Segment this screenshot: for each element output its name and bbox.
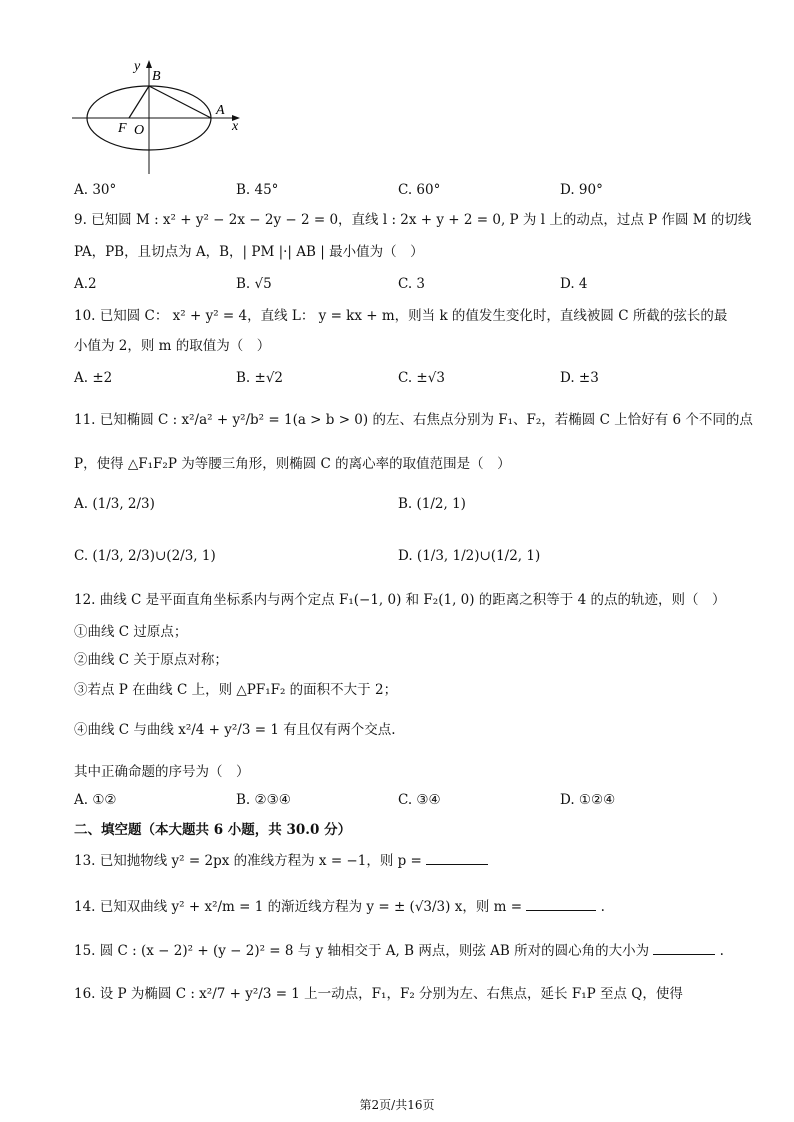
q13-text: 13. 已知抛物线 y² = 2px 的准线方程为 x = −1，则 p = — [74, 853, 422, 869]
q10-option-c: C. ±√3 — [398, 370, 445, 386]
q13-blank — [426, 852, 488, 865]
q14-line — [74, 898, 605, 915]
label-O: O — [134, 123, 145, 138]
q16-stem: 16. 设 P 为椭圆 C : x²/7 + y²/3 = 1 上一动点，F₁，F₂ 分别为左、右焦点，延长 F₁P 至点 Q，使得 — [74, 986, 683, 1002]
label-A: A — [216, 103, 225, 118]
q14-end: . — [600, 899, 605, 915]
q8-option-c: C. 60° — [398, 182, 441, 198]
q12-question: 其中正确命题的序号为（ ） — [74, 764, 250, 780]
q10-stem-line2: 小值为 2，则 m 的取值为（ ） — [74, 338, 271, 354]
ellipse-figure — [68, 56, 258, 178]
q12-statement-4: ④曲线 C 与曲线 x²/4 + y²/3 = 1 有且仅有两个交点. — [74, 722, 396, 738]
q14-blank — [526, 898, 596, 911]
q12-option-a: A. ①② — [74, 792, 117, 808]
q9-option-b: B. √5 — [236, 276, 272, 292]
q10-option-a: A. ±2 — [74, 370, 113, 386]
q12-statement-3: ③若点 P 在曲线 C 上，则 △PF₁F₂ 的面积不大于 2； — [74, 682, 398, 698]
section-title: 二、填空题（本大题共 6 小题，共 30.0 分） — [74, 822, 352, 838]
q9-option-d: D. 4 — [560, 276, 588, 292]
q15-line — [74, 942, 724, 959]
q12-option-c: C. ③④ — [398, 792, 441, 808]
q11-option-c: C. (1/3, 2/3)∪(2/3, 1) — [74, 548, 216, 564]
label-y: y — [134, 59, 141, 74]
label-B: B — [152, 69, 161, 84]
q9-stem-line2: PA，PB，且切点为 A，B，| PM |·| AB | 最小值为（ ） — [74, 244, 424, 260]
q12-stem: 12. 曲线 C 是平面直角坐标系内与两个定点 F₁(−1, 0) 和 F₂(1, 0) 的距离之积等于 4 的点的轨迹，则（ ） — [74, 592, 726, 608]
q8-option-a: A. 30° — [74, 182, 117, 198]
q15-blank — [653, 942, 715, 955]
q11-stem-line1: 11. 已知椭圆 C : x²/a² + y²/b² = 1(a > b > 0) 的左、右焦点分别为 F₁、F₂，若椭圆 C 上恰好有 6 个不同的点 — [74, 412, 753, 428]
label-F: F — [118, 121, 127, 136]
q12-option-d: D. ①②④ — [560, 792, 616, 808]
q11-option-d: D. (1/3, 1/2)∪(1/2, 1) — [398, 548, 541, 564]
q12-statement-1: ①曲线 C 过原点； — [74, 624, 188, 640]
q12-option-b: B. ②③④ — [236, 792, 291, 808]
q14-text: 14. 已知双曲线 y² + x²/m = 1 的渐近线方程为 y = ± (√3/3) x，则 m = — [74, 899, 523, 915]
page-footer: 第2页/共16页 — [359, 1098, 435, 1112]
q15-end: . — [719, 943, 724, 959]
q9-stem-line1: 9. 已知圆 M : x² + y² − 2x − 2y − 2 = 0，直线 l : 2x + y + 2 = 0, P 为 l 上的动点，过点 P 作圆 M 的切线 — [74, 212, 752, 228]
q10-stem-line1: 10. 已知圆 C： x² + y² = 4，直线 L： y = kx + m，则当 k 的值发生变化时，直线被圆 C 所截的弦长的最 — [74, 308, 728, 324]
q10-option-b: B. ±√2 — [236, 370, 284, 386]
q8-option-b: B. 45° — [236, 182, 279, 198]
q11-option-b: B. (1/2, 1) — [398, 496, 466, 512]
segment-FB — [129, 86, 149, 118]
q8-option-d: D. 90° — [560, 182, 603, 198]
q9-option-c: C. 3 — [398, 276, 426, 292]
label-x: x — [232, 119, 239, 134]
q10-option-d: D. ±3 — [560, 370, 599, 386]
q15-text: 15. 圆 C : (x − 2)² + (y − 2)² = 8 与 y 轴相交于 A, B 两点，则弦 AB 所对的圆心角的大小为 — [74, 943, 650, 959]
y-axis-arrow — [146, 60, 152, 68]
q11-option-a: A. (1/3, 2/3) — [74, 496, 155, 512]
q12-statement-2: ②曲线 C 关于原点对称； — [74, 652, 228, 668]
q11-stem-line2: P，使得 △F₁F₂P 为等腰三角形，则椭圆 C 的离心率的取值范围是（ ） — [74, 456, 511, 472]
q9-option-a: A.2 — [74, 276, 97, 292]
q13-line — [74, 852, 488, 869]
